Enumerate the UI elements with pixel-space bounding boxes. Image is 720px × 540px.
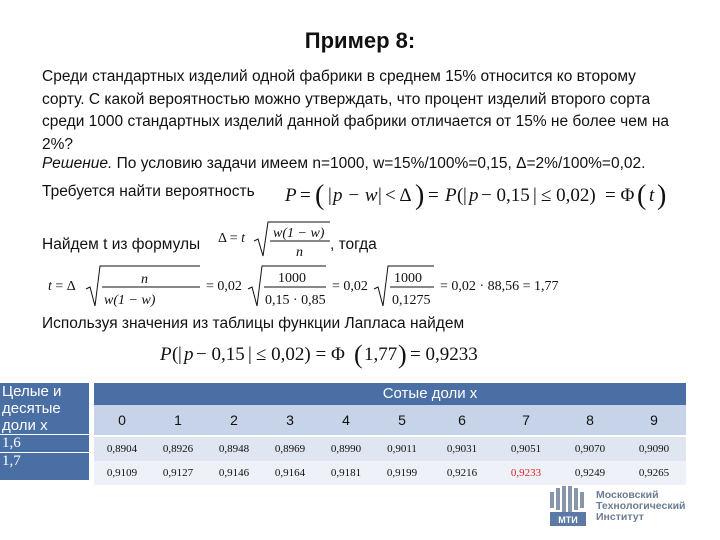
table-cell: 0,9109 bbox=[106, 467, 138, 479]
svg-text:= Φ: = Φ bbox=[605, 185, 635, 206]
table-cell: 0,9199 bbox=[386, 467, 418, 479]
logo-line-1: Московский bbox=[596, 489, 659, 501]
svg-text:=: = bbox=[300, 185, 311, 206]
column-header-0: 0 bbox=[118, 412, 126, 428]
formula-t-calculation bbox=[48, 262, 559, 317]
institute-logo bbox=[548, 486, 708, 534]
table-cell: 0,8990 bbox=[330, 443, 362, 455]
f3-value-2: 0,02 bbox=[343, 279, 368, 294]
svg-text:P: P bbox=[160, 344, 172, 365]
svg-text:p: p bbox=[469, 185, 479, 206]
svg-text:(: ( bbox=[354, 340, 363, 369]
table-header-row bbox=[94, 405, 686, 435]
row-label-2: 1,7 bbox=[0, 452, 89, 470]
logo-text bbox=[596, 490, 686, 523]
column-header-1: 1 bbox=[174, 412, 182, 428]
svg-text:=: = bbox=[428, 185, 439, 206]
column-group-title: Сотые доли x bbox=[94, 383, 686, 405]
svg-text:w(1 − w): w(1 − w) bbox=[273, 226, 325, 241]
column-header-3: 3 bbox=[286, 412, 294, 428]
table-row-header bbox=[0, 383, 89, 480]
column-header-2: 2 bbox=[230, 412, 238, 428]
table-cell: 0,8948 bbox=[218, 443, 250, 455]
table-cell: 0,9127 bbox=[162, 467, 194, 479]
f3-value-3: 0,02 · 88,56 = 1,77 bbox=[451, 279, 559, 294]
row-header-line-1: Целые и bbox=[2, 383, 62, 400]
svg-text:≤ 0,02) = Φ: ≤ 0,02) = Φ bbox=[256, 344, 345, 365]
column-header-7: 7 bbox=[522, 412, 530, 428]
svg-text:0,15 · 0,85: 0,15 · 0,85 bbox=[265, 293, 326, 308]
row-header-line-2: десятые bbox=[2, 400, 61, 417]
f3-value-1: 0,02 bbox=[217, 279, 242, 294]
svg-text:= 0,9233: = 0,9233 bbox=[410, 344, 478, 365]
svg-text:1000: 1000 bbox=[394, 271, 422, 286]
svg-text:P: P bbox=[285, 185, 297, 206]
then-text: , тогда bbox=[330, 236, 377, 253]
svg-text:t: t bbox=[649, 185, 655, 206]
svg-text:− 0,15: − 0,15 bbox=[196, 344, 245, 365]
formula-result bbox=[160, 337, 478, 376]
svg-text:= 0,02: = 0,02 bbox=[332, 279, 368, 294]
svg-text:(: ( bbox=[637, 180, 647, 211]
table-cell: 0,9216 bbox=[446, 467, 478, 479]
table-cell: 0,9249 bbox=[574, 467, 606, 479]
svg-text:|: | bbox=[248, 344, 252, 365]
svg-text:1,77: 1,77 bbox=[364, 344, 398, 365]
table-cell: 0,9070 bbox=[574, 443, 606, 455]
column-header-9: 9 bbox=[650, 412, 658, 428]
svg-text:n: n bbox=[141, 272, 148, 287]
svg-text:): ) bbox=[398, 340, 407, 369]
logo-line-3: Институт bbox=[596, 511, 644, 523]
svg-text:= 0,02 · 88,56 = 1,77: = 0,02 · 88,56 = 1,77 bbox=[440, 279, 559, 294]
svg-text:|: | bbox=[328, 185, 332, 206]
svg-text:): ) bbox=[657, 180, 667, 211]
row-header-line-3: доли x bbox=[2, 417, 48, 434]
svg-text:n: n bbox=[296, 245, 303, 260]
slide-title: Пример 8: bbox=[304, 28, 416, 53]
table-cell: 0,9090 bbox=[638, 443, 670, 455]
svg-text:|: | bbox=[533, 185, 537, 206]
svg-text:(: ( bbox=[315, 180, 325, 211]
column-header-8: 8 bbox=[586, 412, 594, 428]
formula-probability bbox=[285, 177, 680, 218]
problem-statement: Среди стандартных изделий одной фабрики в среднем 15% относится ко второму сорту. С какой вероятностью можно утверждать, что процент изделий второго сорта среди 1000 стандартных изделий данной фабрики отличается от 15% не более чем на 2%? bbox=[42, 68, 669, 153]
svg-text:< Δ: < Δ bbox=[385, 185, 412, 206]
logo-mark-text: МТИ bbox=[558, 515, 578, 525]
table-cell: 0,9031 bbox=[446, 443, 478, 455]
table-cell: 0,9164 bbox=[274, 467, 306, 479]
logo-line-2: Технологический bbox=[596, 500, 686, 512]
svg-text:(: ( bbox=[457, 185, 464, 206]
solution-line bbox=[42, 155, 645, 173]
table-cell: 0,9011 bbox=[387, 443, 417, 455]
solution-label: Решение. bbox=[42, 155, 113, 172]
table-cell: 0,9265 bbox=[638, 467, 670, 479]
svg-text:1000: 1000 bbox=[278, 271, 306, 286]
svg-text:(: ( bbox=[172, 344, 179, 365]
svg-text:): ) bbox=[415, 180, 425, 211]
row-label-1: 1,6 bbox=[0, 434, 89, 452]
svg-text:|: | bbox=[378, 185, 382, 206]
table-cell: 0,9146 bbox=[218, 467, 250, 479]
find-t-text: Найдем t из формулы bbox=[42, 236, 201, 253]
using-table-text: Используя значения из таблицы функции Лапласа найдем bbox=[42, 315, 465, 332]
svg-text:t = Δ: t = Δ bbox=[48, 279, 76, 294]
table-cell: 0,8904 bbox=[106, 443, 138, 455]
svg-text:p: p bbox=[184, 344, 194, 365]
table-cell: 0,9233 bbox=[510, 467, 542, 479]
svg-text:p − w: p − w bbox=[333, 185, 378, 206]
svg-text:|: | bbox=[178, 344, 182, 365]
svg-text:= 0,02: = 0,02 bbox=[206, 279, 242, 294]
logo-mark-icon bbox=[548, 486, 590, 528]
table-cell: 0,9051 bbox=[510, 443, 542, 455]
table-cell: 0,8926 bbox=[162, 443, 194, 455]
column-header-4: 4 bbox=[342, 412, 350, 428]
column-header-5: 5 bbox=[398, 412, 406, 428]
svg-text:≤ 0,02): ≤ 0,02) bbox=[541, 185, 596, 206]
table-cell: 0,8969 bbox=[274, 443, 306, 455]
svg-text:Δ = t: Δ = t bbox=[218, 231, 246, 246]
svg-text:P: P bbox=[445, 185, 457, 206]
svg-text:|: | bbox=[463, 185, 467, 206]
svg-text:− 0,15: − 0,15 bbox=[481, 185, 530, 206]
table-row bbox=[94, 437, 686, 461]
table-cell: 0,9181 bbox=[330, 467, 362, 479]
svg-text:0,1275: 0,1275 bbox=[392, 293, 431, 308]
solution-text: По условию задачи имеем n=1000, w=15%/100%=0,15, Δ=2%/100%=0,02. bbox=[112, 155, 646, 172]
column-header-6: 6 bbox=[458, 412, 466, 428]
svg-text:w(1 − w): w(1 − w) bbox=[104, 293, 156, 308]
find-probability-text: Требуется найти вероятность bbox=[42, 183, 255, 200]
table-row bbox=[94, 461, 686, 485]
